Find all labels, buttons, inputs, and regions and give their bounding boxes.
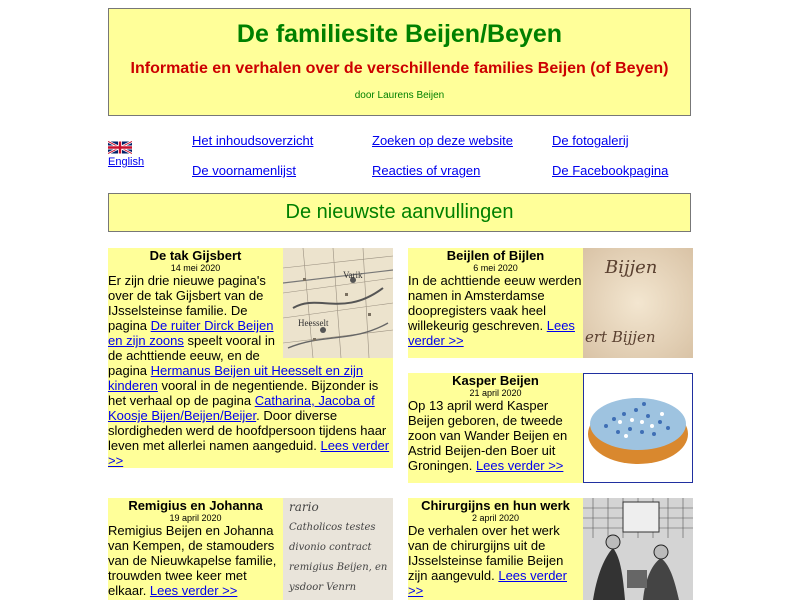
site-header [108,8,691,116]
card-title: Remigius en Johanna [128,498,263,513]
script-word: rario [289,500,319,514]
card-title: De tak Gijsbert [149,248,242,263]
document-image[interactable] [283,498,393,600]
manuscript-image[interactable] [583,248,693,358]
script-word: Bijjen [605,257,658,278]
nav-overview-link[interactable]: Het inhoudsoverzicht [192,133,314,148]
script-word: ert Bijjen [585,328,656,346]
card-link-catharina[interactable]: Catharina, Jacoba of Koosje Bijen/Beijen/Beijer [108,393,375,423]
card-link-ruiter[interactable]: De ruiter Dirck Beijen en zijn zoons [108,318,274,348]
script-word: divonio contract [289,542,372,553]
uk-flag-icon[interactable] [108,141,132,154]
engraving-image[interactable] [583,498,693,600]
map-label-varik: Varik [343,270,363,280]
card-date: 6 mei 2020 [473,263,518,273]
card-date: 2 april 2020 [471,513,520,523]
nav-facebook-link[interactable]: De Facebookpagina [552,163,669,178]
nav-reactions-link[interactable]: Reacties of vragen [372,163,481,178]
beschuit-image[interactable] [583,373,693,483]
english-link[interactable]: English [108,156,145,168]
read-more-link[interactable]: Lees verder >> [408,568,567,598]
site-title: De familiesite Beijen/Beyen [236,20,563,48]
card-text: Op 13 april werd Kasper Beijen geboren, de tweede zoon van Wander Beijen en Astrid Beijen-den Boer uit Groningen. [408,398,568,473]
card-text: . Door diverse slordigheden werd de hoofdpersoon tijdens haar leven met allerlei namen aangeduid. [108,408,387,453]
site-subtitle: Informatie en verhalen over de verschillende families Beijen (of Beyen) [130,60,669,77]
card-date: 14 mei 2020 [170,263,221,273]
news-card-remigius [108,498,393,600]
map-label-heesselt: Heesselt [298,318,329,328]
news-card-gijsbert [108,248,393,468]
card-title: Chirurgijns en hun werk [421,498,570,513]
news-card-kasper [408,373,693,483]
read-more-link[interactable]: Lees verder >> [149,583,238,598]
card-text: speelt vooral in de achttiende eeuw, en de pagina [108,333,275,378]
nav-search-link[interactable]: Zoeken op deze website [372,133,513,148]
read-more-link[interactable]: Lees verder >> [475,458,564,473]
script-word: Catholicos testes [289,522,376,533]
nav-photos-link[interactable]: De fotogalerij [552,133,629,148]
card-text: Remigius Beijen en Johanna van Kempen, de stamouders van de Nieuwkapelse familie, trouwden twee keer met elkaar. [108,523,277,598]
script-word: ysdoor Venrn [289,582,357,593]
card-link-hermanus[interactable]: Hermanus Beijen uit Heesselt en zijn kinderen [108,363,364,393]
card-title: Beijlen of Bijlen [446,248,545,263]
card-date: 19 april 2020 [169,513,222,523]
read-more-link[interactable]: Lees verder >> [408,318,575,348]
script-word: remigius Beijen, en [289,562,388,573]
card-text: In de achttiende eeuw werden namen in Amsterdamse doopregisters vaak heel willekeurig geschreven. [408,273,582,333]
news-card-bijlen [408,248,693,358]
nav-firstnames-link[interactable]: De voornamenlijst [192,163,297,178]
card-text: vooral in de negentiende. Bijzonder is het verhaal op de pagina [108,378,379,408]
card-text: Er zijn drie nieuwe pagina's over de tak Gijsbert van de IJsselsteinse familie. De pagina [108,273,266,333]
language-switch[interactable] [108,141,144,168]
map-image[interactable] [283,248,393,358]
news-card-chirurgijns [408,498,693,600]
site-author: door Laurens Beijen [354,90,445,101]
read-more-link[interactable]: Lees verder >> [108,438,390,468]
card-date: 21 april 2020 [469,388,522,398]
section-title: De nieuwste aanvullingen [108,193,691,232]
card-title: Kasper Beijen [452,373,539,388]
card-text: De verhalen over het werk van de chirurgijns uit de IJsselsteinse familie Beijen zijn aangevuld. [408,523,564,583]
